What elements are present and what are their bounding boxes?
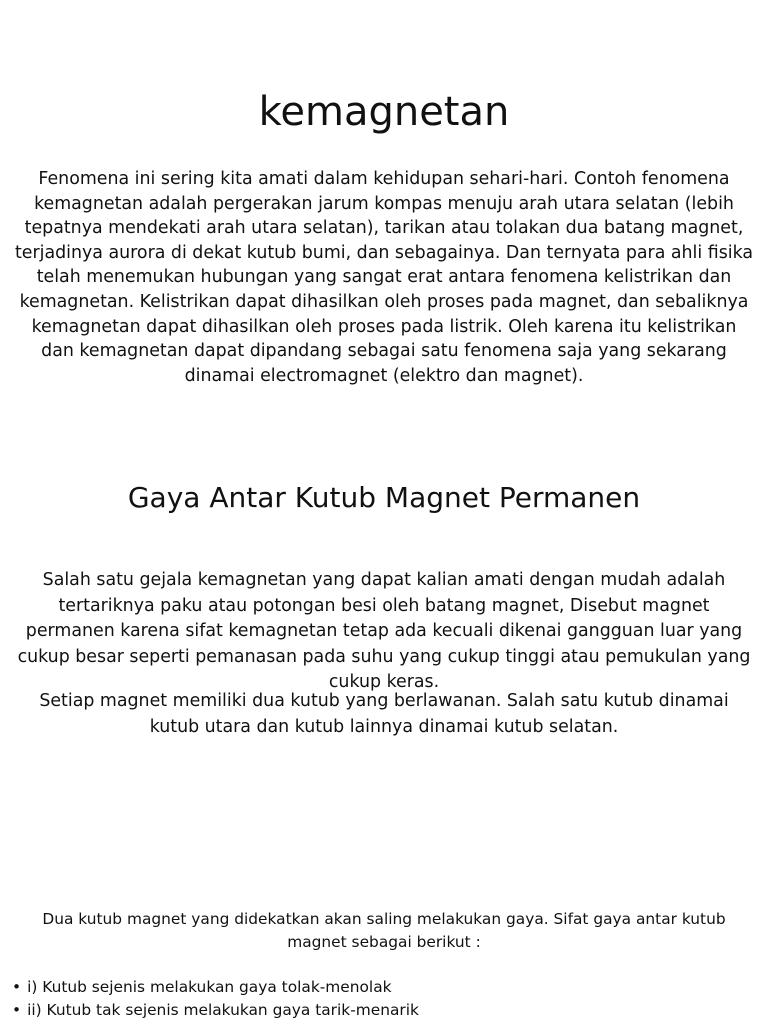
bullet-icon: •	[12, 978, 22, 996]
magnet-poles-paragraph: Setiap magnet memiliki dua kutub yang berlawanan. Salah satu kutub dinamai kutub utara dan kutub lainnya dinamai kutub selatan.	[39, 691, 729, 737]
bullet-icon: •	[12, 1001, 22, 1019]
permanent-magnet-paragraph: Salah satu gejala kemagnetan yang dapat kalian amati dengan mudah adalah tertariknya paku atau potongan besi oleh batang magnet, Disebut magnet permanen karena sifat kemagnetan tetap ada kecuali dikenai gangguan luar yang cukup besar seperti pemanasan pada suhu yang cukup tinggi atau pemukulan yang cukup keras.	[17, 570, 751, 693]
section-heading: Gaya Antar Kutub Magnet Permanen	[127, 481, 641, 514]
intro-paragraph: Fenomena ini sering kita amati dalam kehidupan sehari-hari. Contoh fenomena kemagnetan adalah pergerakan jarum kompas menuju arah utara selatan (lebih tepatnya mendekati arah utara selatan), tarikan atau tolakan dua batang magnet, terjadinya aurora di dekat kutub bumi, dan sebagainya. Dan ternyata para ahli fisika telah menemukan hubungan yang sangat erat antara fenomena kelistrikan dan kemagnetan. Kelistrikan dapat dihasilkan oleh proses pada magnet, dan sebaliknya kemagnetan dapat dihasilkan oleh proses pada listrik. Oleh karena itu kelistrikan dan kemagnetan dapat dipandang sebagai satu fenomena saja yang sekarang dinamai electromagnet (elektro dan magnet).	[14, 169, 754, 386]
list-item	[12, 999, 752, 1022]
list-item	[12, 976, 752, 999]
list-item-text: ii) Kutub tak sejenis melakukan gaya tarik-menarik	[27, 1001, 419, 1019]
pole-force-paragraph: Dua kutub magnet yang didekatkan akan saling melakukan gaya. Sifat gaya antar kutub magnet sebagai berikut :	[42, 910, 726, 951]
page-title: kemagnetan	[258, 89, 510, 135]
list-item-text: i) Kutub sejenis melakukan gaya tolak-menolak	[27, 978, 392, 996]
pole-force-list	[12, 976, 752, 1022]
